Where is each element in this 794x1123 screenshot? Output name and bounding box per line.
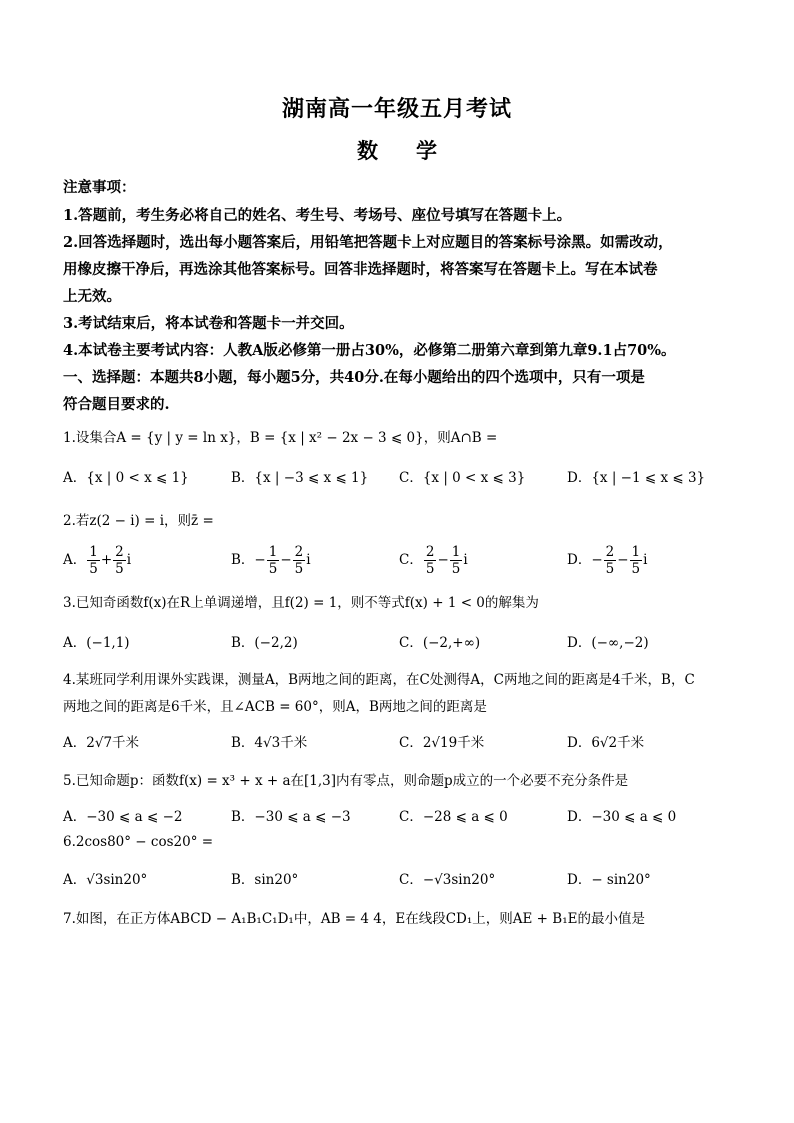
subject-char-2: 学 [416,138,437,163]
option-c: C．(−2,+∞) [399,635,481,651]
question-5-options [63,805,743,829]
option-d: D．−30 ⩽ a ⩽ 0 [567,809,677,825]
notice-item-2-line-3: 上无效。 [63,288,121,305]
option-d: D．− sin20° [567,872,651,888]
question-3-stem: 3.已知奇函数f(x)在R上单调递增，且f(2) = 1，则不等式f(x) + 1 < 0的解集为 [63,595,539,611]
question-6-options [63,868,743,892]
notice-item-1: 1.答题前，考生务必将自己的姓名、考生号、考场号、座位号填写在答题卡上。 [63,207,572,224]
question-2-options [63,544,743,580]
notice-heading: 注意事项： [63,179,136,196]
option-b: B．(−2,2) [231,635,298,651]
option-b: B．4√3千米 [231,735,308,751]
option-c: C．−28 ⩽ a ⩽ 0 [399,809,508,825]
notice-item-4: 4.本试卷主要考试内容：人教A版必修第一册占30%，必修第二册第六章到第九章9.1占70%。 [63,342,676,359]
option-a: A．2√7千米 [63,735,140,751]
question-6-stem: 6.2cos80° − cos20° = [63,834,214,850]
option-d: D．6√2千米 [567,735,645,751]
option-a: A．√3sin20° [63,872,148,888]
notice-item-2-line-2: 用橡皮擦干净后，再选涂其他答案标号。回答非选择题时，将答案写在答题卡上。写在本试卷 [63,261,658,278]
option-b: B．sin20° [231,872,299,888]
option-a: A．(−1,1) [63,635,130,651]
option-b: B．− $\frac{1}{5}$ − $\frac{2}{5}$ i [231,544,311,577]
option-c: C． $\frac{2}{5}$ − $\frac{1}{5}$ i [399,544,468,577]
option-a: A． $\frac{1}{5}$ + $\frac{2}{5}$ i [63,544,132,577]
question-5-stem: 5.已知命题p：函数f(x) = x³ + x + a在[1,3]内有零点，则命题p成立的一个必要不充分条件是 [63,773,629,789]
subject-char-1: 数 [357,138,378,163]
question-4-stem-line-2: 两地之间的距离是6千米，且∠ACB = 60°，则A，B两地之间的距离是 [63,699,487,715]
section-heading-line-1: 一、选择题：本题共8小题，每小题5分，共40分.在每小题给出的四个选项中，只有一项是 [63,369,645,386]
option-b: B．−30 ⩽ a ⩽ −3 [231,809,351,825]
question-1-stem: 1.设集合A = {y | y = ln x}，B = {x | x² − 2x − 3 ⩽ 0}，则A∩B = [63,430,498,446]
option-a: A．−30 ⩽ a ⩽ −2 [63,809,183,825]
question-4-options [63,731,743,755]
option-c: C．2√19千米 [399,735,485,751]
question-2-stem: 2.若z(2 − i) = i，则z̄ = [63,513,214,529]
section-heading-line-2: 符合题目要求的. [63,396,170,413]
question-1-options [63,466,743,490]
option-d: D．{x | −1 ⩽ x ⩽ 3} [567,470,706,486]
question-4-stem-line-1: 4.某班同学利用课外实践课，测量A，B两地之间的距离，在C处测得A，C两地之间的距离是4千米，B，C [63,672,695,688]
option-d: D．(−∞,−2) [567,635,649,651]
option-d: D．− $\frac{2}{5}$ − $\frac{1}{5}$ i [567,544,648,577]
question-7-stem: 7.如图，在正方体ABCD − A₁B₁C₁D₁中，AB = 4 4，E在线段CD₁上，则AE + B₁E的最小值是 [63,911,645,927]
option-c: C．−√3sin20° [399,872,496,888]
subject-title [0,135,794,165]
option-a: A．{x | 0 < x ⩽ 1} [63,470,189,486]
option-c: C．{x | 0 < x ⩽ 3} [399,470,526,486]
question-3-options [63,631,743,655]
exam-title: 湖南高一年级五月考试 [281,96,512,122]
notice-item-2-line-1: 2.回答选择题时，选出每小题答案后，用铅笔把答题卡上对应题目的答案标号涂黑。如需改动， [63,234,673,251]
option-b: B．{x | −3 ⩽ x ⩽ 1} [231,470,369,486]
notice-item-3: 3.考试结束后，将本试卷和答题卡一并交回。 [63,315,354,332]
